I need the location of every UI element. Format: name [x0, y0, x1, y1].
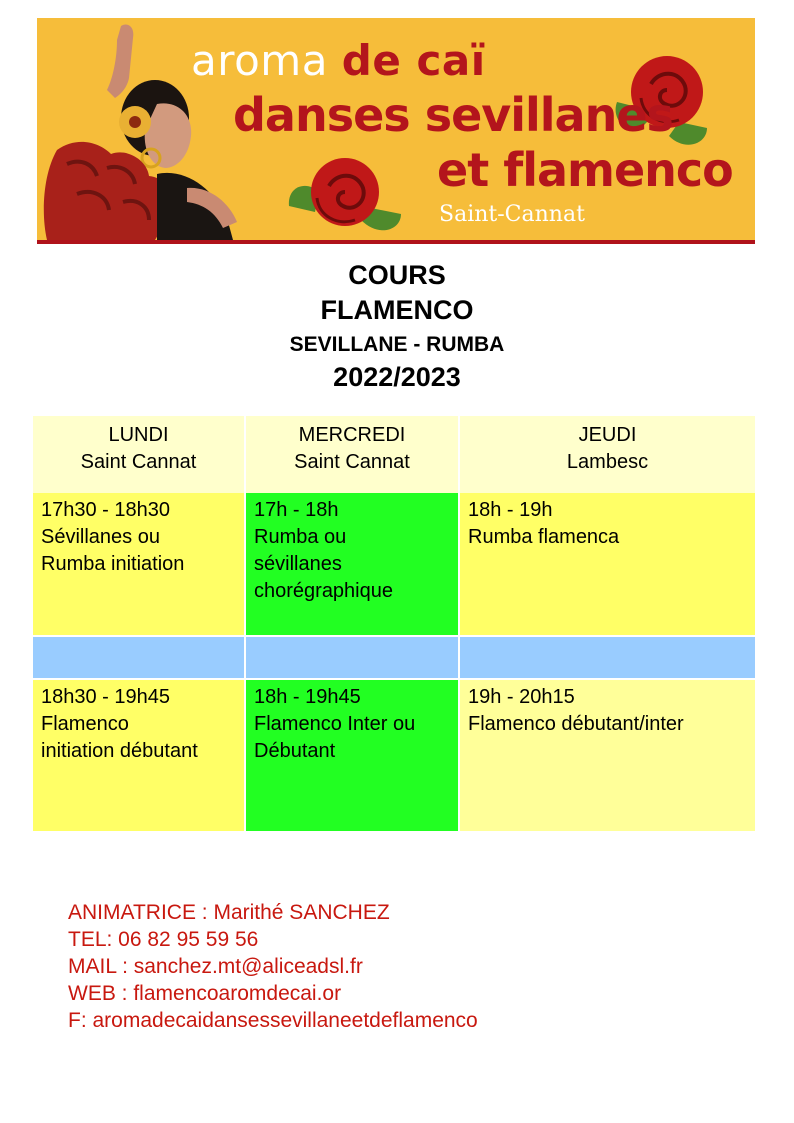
banner-location: Saint-Cannat	[439, 202, 585, 227]
separator-cell	[460, 635, 755, 680]
rose-icon	[285, 146, 405, 242]
column-header-jeudi: JEUDI Lambesc	[460, 416, 755, 493]
table-separator-row	[33, 635, 755, 680]
contact-phone: TEL: 06 82 95 59 56	[68, 928, 259, 951]
contact-animatrice: ANIMATRICE : Marithé SANCHEZ	[68, 901, 390, 924]
heading-season: 2022/2023	[333, 362, 461, 392]
schedule-table	[33, 416, 755, 831]
contact-email: MAIL : sanchez.mt@aliceadsl.fr	[68, 955, 363, 978]
brand-name: aroma de caï	[191, 36, 486, 85]
heading-styles: SEVILLANE - RUMBA	[289, 333, 505, 356]
class-cell-jeudi-1: 18h - 19h Rumba flamenca	[460, 493, 755, 635]
contact-facebook: F: aromadecaidansessevillaneetdeflamenco	[68, 1009, 478, 1032]
class-cell-mercredi-2: 18h - 19h45 Flamenco Inter ou Débutant	[246, 680, 460, 831]
table-row	[33, 493, 755, 635]
header-banner	[37, 18, 755, 244]
column-header-lundi: LUNDI Saint Cannat	[33, 416, 246, 493]
table-row	[33, 680, 755, 831]
banner-title-line2: et flamenco	[437, 143, 733, 197]
heading-flamenco: FLAMENCO	[320, 295, 474, 325]
class-cell-lundi-1: 17h30 - 18h30 Sévillanes ou Rumba initiation	[33, 493, 246, 635]
class-cell-mercredi-1: 17h - 18h Rumba ou sévillanes chorégraphique	[246, 493, 460, 635]
class-cell-lundi-2: 18h30 - 19h45 Flamenco initiation débutant	[33, 680, 246, 831]
column-header-mercredi: MERCREDI Saint Cannat	[246, 416, 460, 493]
banner-divider	[37, 240, 755, 244]
separator-cell	[33, 635, 246, 680]
banner-title-line1: danses sevillanes	[233, 88, 673, 142]
class-cell-jeudi-2: 19h - 20h15 Flamenco débutant/inter	[460, 680, 755, 831]
heading-cours: COURS	[348, 260, 446, 290]
contact-website: WEB : flamencoaromdecai.or	[68, 982, 342, 1005]
separator-cell	[246, 635, 460, 680]
table-header-row	[33, 416, 755, 493]
contact-block	[68, 899, 478, 1034]
